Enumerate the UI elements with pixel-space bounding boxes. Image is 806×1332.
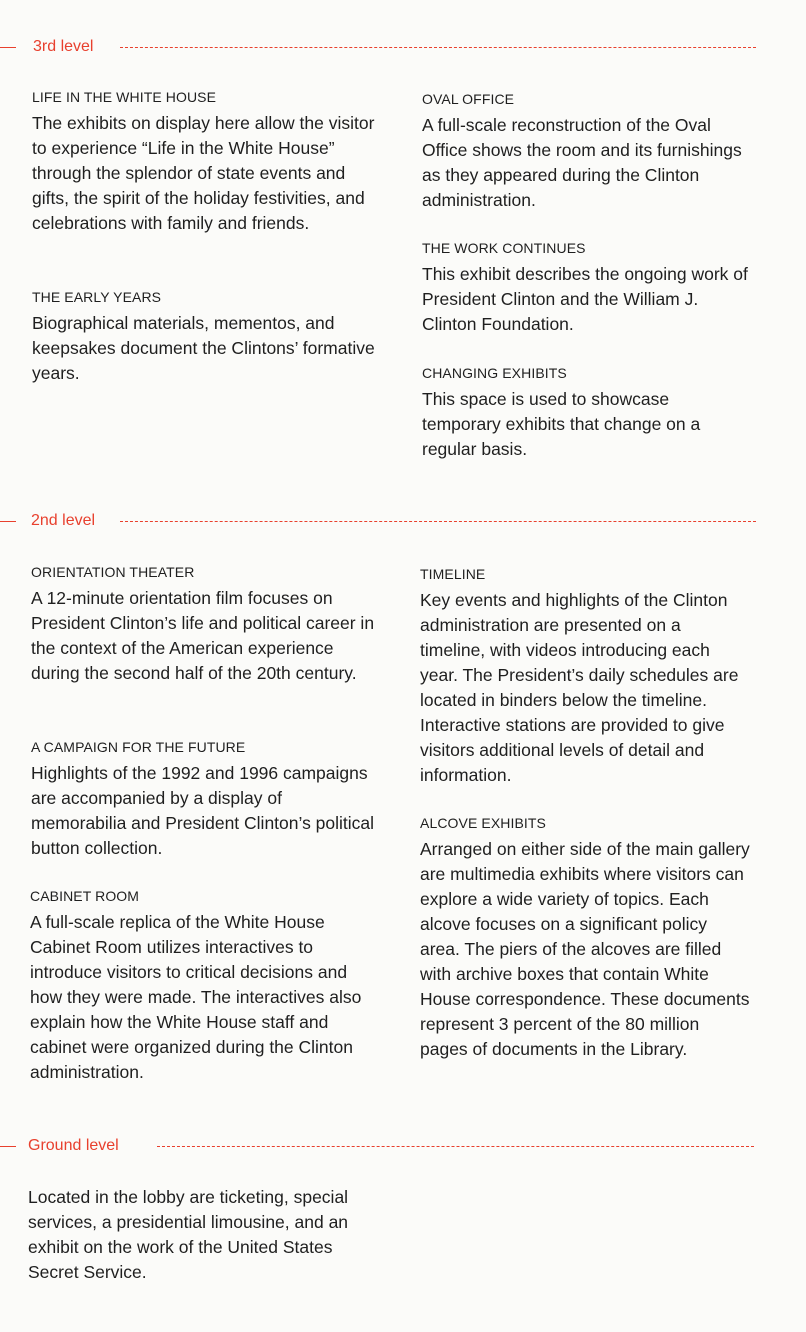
section-alcove-exhibits bbox=[420, 813, 750, 1062]
level-tick bbox=[0, 47, 16, 48]
section-body: Key events and highlights of the Clinton administration are presented on a timeline, with videos introducing each year. The President’s daily schedules are located in binders below the timeline. Interactive stations are provided to give visitors additional levels of detail and information. bbox=[420, 590, 739, 785]
section-body: Highlights of the 1992 and 1996 campaigns are accompanied by a display of memorabilia and President Clinton’s political button collection. bbox=[31, 763, 375, 858]
level-header-ground bbox=[0, 1135, 806, 1159]
section-body: Located in the lobby are ticketing, special services, a presidential limousine, and an exhibit on the work of the United States Secret Service. bbox=[28, 1187, 349, 1282]
section-title: OVAL OFFICE bbox=[422, 91, 515, 107]
section-title: ALCOVE EXHIBITS bbox=[420, 815, 546, 831]
section-title: CHANGING EXHIBITS bbox=[422, 365, 567, 381]
section-ground-level bbox=[28, 1185, 378, 1285]
level-tick bbox=[0, 1146, 16, 1147]
level-header-2nd bbox=[0, 510, 806, 534]
section-title: A CAMPAIGN FOR THE FUTURE bbox=[31, 739, 246, 755]
level-dashed-rule bbox=[120, 521, 756, 522]
level-tick bbox=[0, 521, 16, 522]
section-title: THE EARLY YEARS bbox=[32, 289, 162, 305]
section-work-continues bbox=[422, 238, 752, 337]
section-body: This exhibit describes the ongoing work of President Clinton and the William J. Clinton Foundation. bbox=[422, 264, 748, 334]
section-body: Arranged on either side of the main gallery are multimedia exhibits where visitors can explore a wide variety of topics. Each alcove focuses on a significant policy area. The piers of the alcoves are filled with archive boxes that contain White House correspondence. These documents represent 3 percent of the 80 million pages of documents in the Library. bbox=[420, 839, 750, 1059]
section-campaign-future bbox=[31, 737, 376, 861]
level-header-3rd bbox=[0, 36, 806, 60]
section-title: TIMELINE bbox=[420, 566, 486, 582]
section-life-in-white-house bbox=[32, 87, 382, 236]
section-changing-exhibits bbox=[422, 363, 712, 462]
section-oval-office bbox=[422, 89, 752, 213]
section-title: LIFE IN THE WHITE HOUSE bbox=[32, 89, 217, 105]
level-title-ground: Ground level bbox=[28, 1137, 119, 1154]
section-timeline bbox=[420, 564, 750, 788]
section-orientation-theater bbox=[31, 562, 376, 686]
section-body: A full-scale replica of the White House Cabinet Room utilizes interactives to introduce visitors to critical decisions and how they were made. The interactives also explain how the White House staff and cabinet were organized during the Clinton administration. bbox=[30, 912, 362, 1082]
section-early-years bbox=[32, 287, 382, 386]
level-dashed-rule bbox=[120, 47, 756, 48]
section-title: THE WORK CONTINUES bbox=[422, 240, 586, 256]
level-title-3rd: 3rd level bbox=[33, 38, 94, 55]
section-title: CABINET ROOM bbox=[30, 888, 140, 904]
section-body: Biographical materials, mementos, and keepsakes document the Clintons’ formative years. bbox=[32, 313, 375, 383]
section-cabinet-room bbox=[30, 886, 375, 1085]
level-dashed-rule bbox=[157, 1146, 754, 1147]
section-body: This space is used to showcase temporary exhibits that change on a regular basis. bbox=[422, 389, 701, 459]
section-body: A 12-minute orientation film focuses on President Clinton’s life and political career in the context of the American experience during the second half of the 20th century. bbox=[31, 588, 375, 683]
level-title-2nd: 2nd level bbox=[31, 512, 96, 529]
section-title: ORIENTATION THEATER bbox=[31, 564, 195, 580]
section-body: The exhibits on display here allow the visitor to experience “Life in the White House” through the splendor of state events and gifts, the spirit of the holiday festivities, and celebrations with family and friends. bbox=[32, 113, 375, 233]
section-body: A full-scale reconstruction of the Oval Office shows the room and its furnishings as they appeared during the Clinton administration. bbox=[422, 115, 742, 210]
